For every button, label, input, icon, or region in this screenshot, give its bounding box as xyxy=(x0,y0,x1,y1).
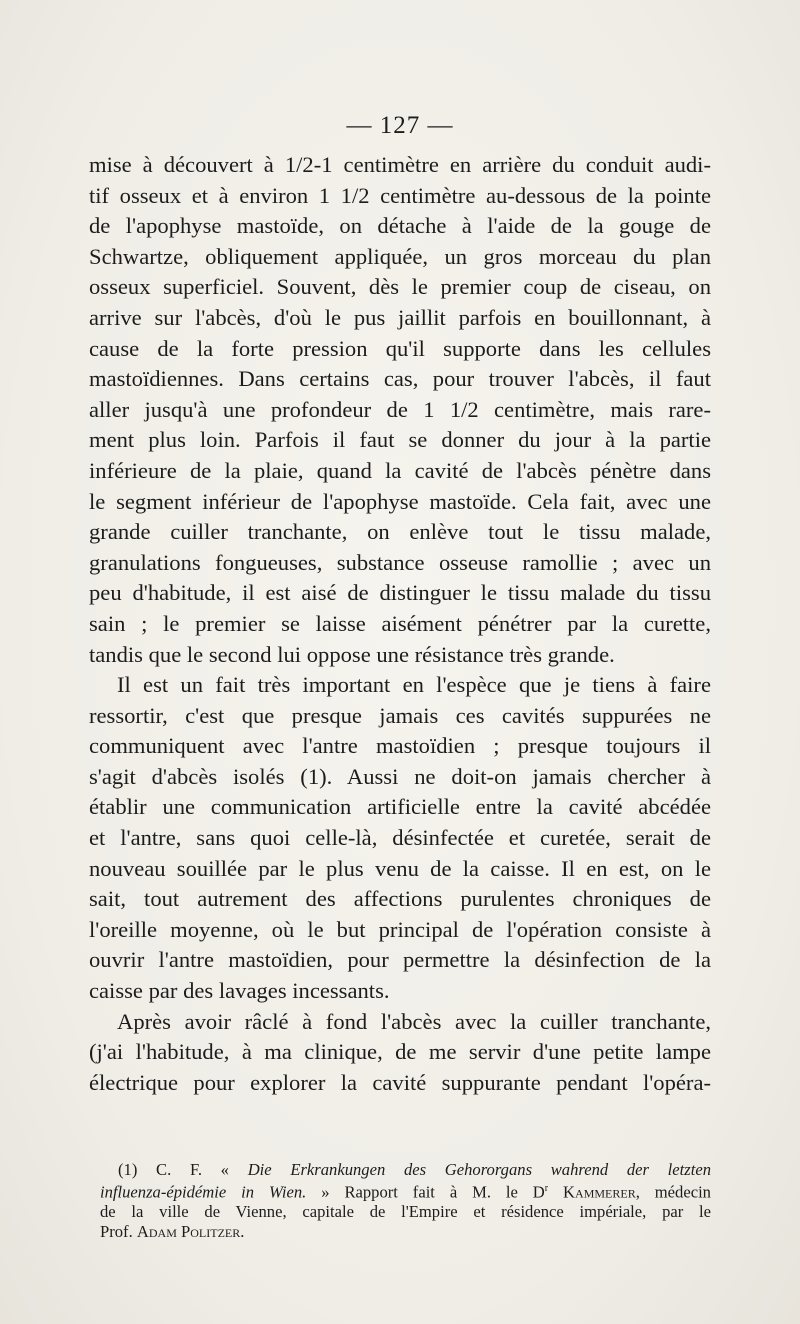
text-line: le segment inférieur de l'apophyse mastoïde. Cela fait, avec une xyxy=(89,488,711,514)
text-line: mastoïdiennes. Dans certains cas, pour trouver l'abcès, il faut xyxy=(89,366,711,392)
text-line: ment plus loin. Parfois il faut se donner du jour à la partie xyxy=(89,427,711,453)
text-line: grande cuiller tranchante, on enlève tout le tissu malade, xyxy=(89,519,711,545)
text-line: de l'apophyse mastoïde, on détache à l'aide de la gouge de xyxy=(89,213,711,239)
footnote xyxy=(100,1160,711,1241)
text-line: et l'antre, sans quoi celle-là, désinfectée et curetée, serait de xyxy=(89,825,711,851)
text-line: sain ; le premier se laisse aisément pénétrer par la curette, xyxy=(89,610,711,636)
text-line: ouvrir l'antre mastoïdien, pour permettre la désinfection de la xyxy=(89,947,711,973)
footnote-text: , médecin xyxy=(635,1182,711,1202)
page-number: — 127 — xyxy=(346,112,454,139)
footnote-line: de la ville de Vienne, capitale de l'Empire et résidence impériale, par le xyxy=(100,1202,711,1222)
text-line: tandis que le second lui oppose une résistance très grande. xyxy=(89,641,615,667)
footnote-name-kammerer: Kammerer xyxy=(563,1182,636,1202)
text-line: (j'ai l'habitude, à ma clinique, de me servir d'une petite lampe xyxy=(89,1039,711,1065)
text-line: nouveau souillée par le plus venu de la caisse. Il en est, on le xyxy=(89,855,711,881)
text-line: Schwartze, obliquement appliquée, un gros morceau du plan xyxy=(89,243,711,269)
paragraph-first-line: Il est un fait très important en l'espèce que je tiens à faire xyxy=(117,672,711,698)
text-line: s'agit d'abcès isolés (1). Aussi ne doit-on jamais chercher à xyxy=(89,763,711,789)
footnote-name-politzer: Adam Politzer xyxy=(136,1221,241,1241)
footnote-title: Die Erkrankungen des Gehororgans wahrend der letzten xyxy=(247,1160,711,1179)
body-text xyxy=(89,150,711,1098)
footnote-text: . xyxy=(240,1221,245,1241)
footnote-sup: r xyxy=(544,1183,549,1195)
text-line: ressortir, c'est que presque jamais ces cavités suppurées ne xyxy=(89,702,711,728)
text-line: inférieure de la plaie, quand la cavité de l'abcès pénètre dans xyxy=(89,457,711,483)
footnote-line xyxy=(100,1179,711,1202)
footnote-line xyxy=(100,1222,711,1241)
text-line: établir une communication artificielle entre la cavité abcédée xyxy=(89,794,711,820)
text-line: cause de la forte pression qu'il supporte dans les cellules xyxy=(89,335,711,361)
text-line: granulations fongueuses, substance osseuse ramollie ; avec un xyxy=(89,549,711,575)
footnote-mark: (1) C. F. « xyxy=(118,1160,229,1179)
text-line: l'oreille moyenne, où le but principal de l'opération consiste à xyxy=(89,916,711,942)
text-line: arrive sur l'abcès, d'où le pus jaillit parfois en bouillonnant, à xyxy=(89,304,711,330)
text-line: caisse par des lavages incessants. xyxy=(89,978,390,1004)
text-line: électrique pour explorer la cavité suppurante pendant l'opéra- xyxy=(89,1069,711,1095)
footnote-line xyxy=(100,1160,711,1179)
footnote-text: Prof. xyxy=(100,1221,133,1241)
text-line: peu d'habitude, il est aisé de distinguer le tissu malade du tissu xyxy=(89,580,711,606)
text-line: sait, tout autrement des affections purulentes chroniques de xyxy=(89,886,711,912)
text-line: osseux superficiel. Souvent, dès le premier coup de ciseau, on xyxy=(89,274,711,300)
text-line: aller jusqu'à une profondeur de 1 1/2 centimètre, mais rare- xyxy=(89,396,711,422)
text-line: communiquent avec l'antre mastoïdien ; presque toujours il xyxy=(89,733,711,759)
footnote-title-cont: influenza-épidémie in Wien. xyxy=(100,1182,307,1202)
paragraph-first-line: Après avoir râclé à fond l'abcès avec la cuiller tranchante, xyxy=(117,1008,711,1034)
text-line: tif osseux et à environ 1 1/2 centimètre au-dessous de la pointe xyxy=(89,182,711,208)
text-line: mise à découvert à 1/2-1 centimètre en arrière du conduit audi- xyxy=(89,152,711,177)
footnote-text: » Rapport fait à M. le D xyxy=(321,1182,545,1202)
